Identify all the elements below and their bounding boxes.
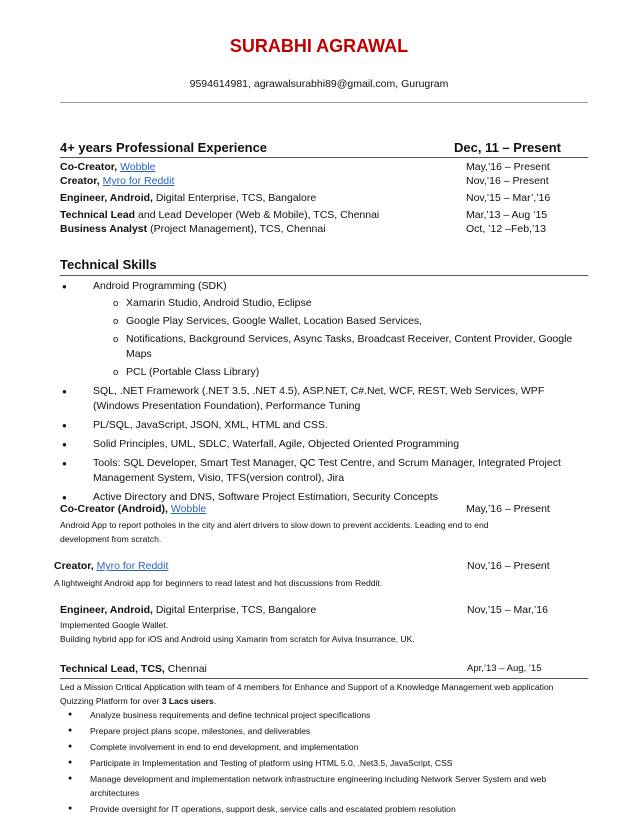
- techlead-description: [60, 680, 560, 708]
- summary-role: Engineer, Android,: [60, 192, 153, 204]
- detail-role: Technical Lead, TCS,: [60, 663, 165, 675]
- experience-divider: [60, 157, 588, 158]
- myro-title: [54, 560, 168, 572]
- experience-heading: 4+ years Professional Experience: [60, 140, 268, 155]
- wobble-description: Android App to report potholes in the city and alert drivers to slow down to prevent accidents. Leading end to end development from scratch.: [60, 520, 489, 544]
- detail-role: Co-Creator (Android),: [60, 503, 168, 515]
- wobble-title: [60, 503, 206, 515]
- skills-list: [60, 279, 580, 509]
- summary-org: and Lead Developer (Web & Mobile), TCS, Chennai: [135, 209, 380, 221]
- techlead-divider: [60, 678, 588, 679]
- skill-item: ● Active Directory and DNS, Software Project Estimation, Security Concepts: [60, 490, 580, 505]
- detail-org: Chennai: [164, 663, 207, 675]
- summary-org: Digital Enterprise, TCS, Bangalore: [152, 192, 317, 204]
- summary-row-wobble: [60, 161, 156, 173]
- experience-range: Dec, 11 – Present: [454, 140, 561, 155]
- detail-role: Creator,: [54, 560, 94, 572]
- techlead-desc-text: Led a Mission Critical Application with team of 4 members for Enhance and Support of a Knowledge Management web application Quizzing Platform for over: [60, 682, 554, 706]
- techlead-bullets: [60, 708, 580, 818]
- summary-role: Creator,: [60, 175, 100, 187]
- skill-item: ● PL/SQL, JavaScript, JSON, XML, HTML and CSS.: [60, 418, 580, 433]
- wobble-detail-link[interactable]: Wobble: [170, 503, 207, 515]
- skill-subitem: o Notifications, Background Services, Async Tasks, Broadcast Receiver, Content Provider, Google Maps: [93, 332, 580, 362]
- detail-date: Apr,’13 – Aug, ’15: [467, 663, 542, 674]
- engineer-description-1: Implemented Google Wallet.: [60, 620, 169, 630]
- summary-row-engineer: [60, 192, 316, 204]
- summary-date: Mar,’13 – Aug ’15: [466, 209, 548, 221]
- skills-divider: [60, 275, 588, 276]
- techlead-bullet: ● Analyze business requirements and define technical project specifications: [60, 708, 580, 722]
- summary-row-analyst: [60, 223, 326, 235]
- techlead-title: [60, 663, 207, 675]
- myro-detail-link[interactable]: Myro for Reddit: [96, 560, 169, 572]
- summary-role: Business Analyst: [60, 223, 148, 235]
- detail-org: Digital Enterprise, TCS, Bangalore: [152, 604, 317, 616]
- header-divider: [60, 102, 588, 103]
- techlead-desc-end: .: [213, 696, 217, 706]
- summary-date: Oct, ’12 –Feb,’13: [466, 223, 546, 235]
- summary-role: Co-Creator,: [60, 161, 118, 173]
- detail-role: Engineer, Android,: [60, 604, 153, 616]
- skill-item: ● Solid Principles, UML, SDLC, Waterfall, Agile, Objected Oriented Programming: [60, 437, 580, 452]
- techlead-bullet: ● Manage development and implementation network infrastructure engineering including Network Server System and web architectures: [60, 772, 580, 800]
- skill-item: [60, 279, 580, 380]
- summary-date: Nov,’15 – Mar’,’16: [466, 192, 551, 204]
- detail-date: Nov,’16 – Present: [467, 560, 550, 572]
- myro-description: A lightweight Android app for beginners to read latest and hot discussions from Reddit.: [54, 578, 383, 588]
- detail-date: May,’16 – Present: [466, 503, 550, 515]
- summary-row-myro: [60, 175, 174, 187]
- techlead-bullet: ● Complete involvement in end to end development, and implementation: [60, 740, 580, 754]
- engineer-title: [60, 604, 316, 616]
- techlead-users-count: 3 Lacs users: [161, 696, 214, 706]
- engineer-description-2: Building hybrid app for iOS and Android using Xamarin from scratch for Aviva Insurrance, UK.: [60, 634, 415, 644]
- candidate-name: SURABHI AGRAWAL: [229, 36, 409, 56]
- techlead-bullet: ● Provide oversight for IT operations, support desk, service calls and escalated problem resolution: [60, 802, 580, 816]
- skill-text: Android Programming (SDK): [93, 280, 227, 292]
- skill-subitem: o Xamarin Studio, Android Studio, Eclipse: [93, 296, 580, 311]
- summary-date: May,’16 – Present: [466, 161, 550, 173]
- summary-role: Technical Lead: [60, 209, 136, 221]
- summary-org: (Project Management), TCS, Chennai: [147, 223, 326, 235]
- skill-sublist: [93, 296, 580, 380]
- skill-item: ● SQL, .NET Framework (.NET 3.5, .NET 4.5), ASP.NET, C#.Net, WCF, REST, Web Services, WPF (Windows Presentation Foundation), Performance Tuning: [60, 384, 580, 414]
- contact-line: 9594614981, agrawalsurabhi89@gmail.com, Gurugram: [189, 78, 449, 90]
- myro-link[interactable]: Myro for Reddit: [102, 175, 175, 187]
- summary-row-techlead: [60, 209, 379, 221]
- skill-subitem: o Google Play Services, Google Wallet, Location Based Services,: [93, 314, 580, 329]
- skill-item: ● Tools: SQL Developer, Smart Test Manager, QC Test Centre, and Scrum Manager, Integrated Project Management System, Visio, TFS(version control), Jira: [60, 456, 580, 486]
- wobble-link[interactable]: Wobble: [120, 161, 156, 173]
- techlead-bullet: ● Prepare project plans scope, milestones, and deliverables: [60, 724, 580, 738]
- summary-date: Nov,’16 – Present: [466, 175, 549, 187]
- techlead-bullet: ● Participate in Implementation and Testing of platform using HTML 5.0, .Net3.5, JavaScript, CSS: [60, 756, 580, 770]
- detail-date: Nov,’15 – Mar,’16: [467, 604, 548, 616]
- skill-subitem: o PCL (Portable Class Library): [93, 365, 580, 380]
- skills-heading: Technical Skills: [60, 257, 157, 272]
